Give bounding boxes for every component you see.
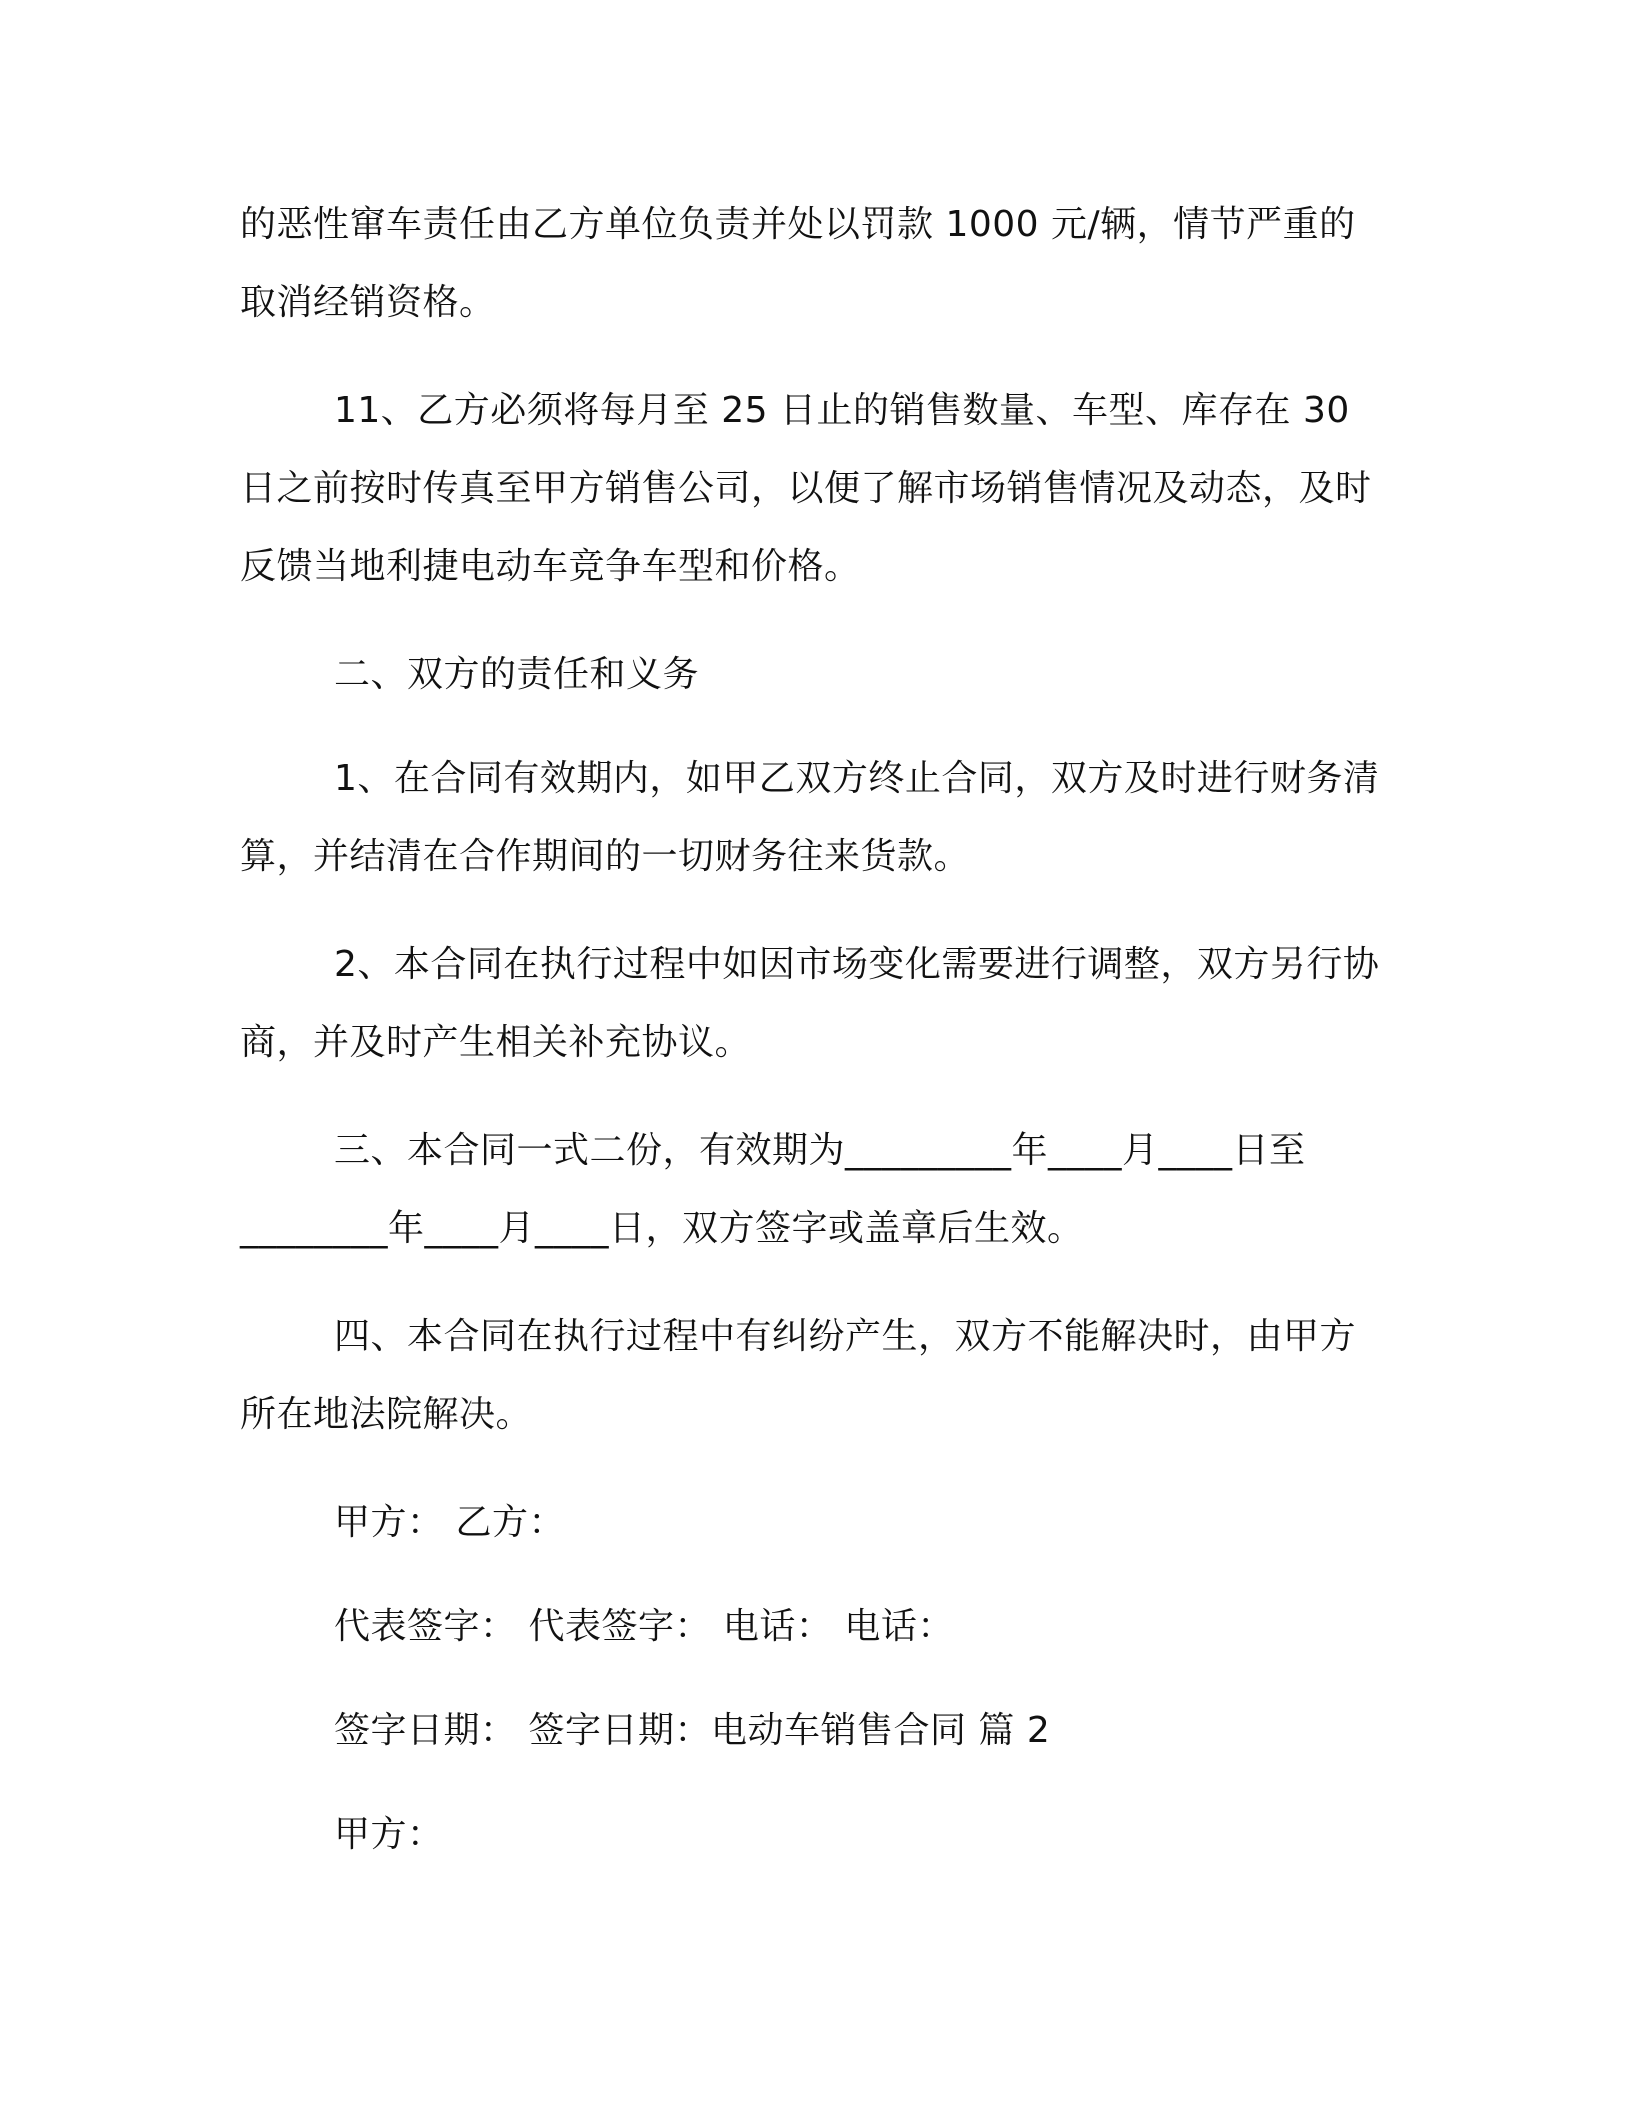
paragraph-section-3-validity: 三、本合同一式二份，有效期为_________年____月____日至________年____月____日，双方签字或盖章后生效。 [240,1130,1306,1249]
section-heading-responsibilities: 二、双方的责任和义务 [334,654,700,695]
paragraph-clause-11: 11、乙方必须将每月至 25 日止的销售数量、车型、库存在 30 日之前按时传真至甲方销售公司，以便了解市场销售情况及动态，及时反馈当地利捷电动车竞争车型和价格。 [240,390,1372,587]
signature-representative-line: 代表签字： 代表签字： 电话： 电话： [334,1606,954,1647]
signature-date-line: 签字日期： 签字日期：电动车销售合同 篇 2 [334,1710,1051,1751]
party-a-label: 甲方： [334,1814,444,1855]
signature-parties-line: 甲方： 乙方： [334,1502,565,1543]
paragraph-clause-1: 1、在合同有效期内，如甲乙双方终止合同，双方及时进行财务清算，并结清在合作期间的一切财务往来货款。 [240,758,1380,877]
paragraph-penalty-clause: 的恶性窜车责任由乙方单位负责并处以罚款 1000 元/辆，情节严重的取消经销资格。 [240,204,1356,323]
paragraph-clause-2: 2、本合同在执行过程中如因市场变化需要进行调整，双方另行协商，并及时产生相关补充协议。 [240,944,1380,1063]
document-body [240,186,1380,1900]
paragraph-section-4-dispute: 四、本合同在执行过程中有纠纷产生，双方不能解决时，由甲方所在地法院解决。 [240,1316,1357,1435]
